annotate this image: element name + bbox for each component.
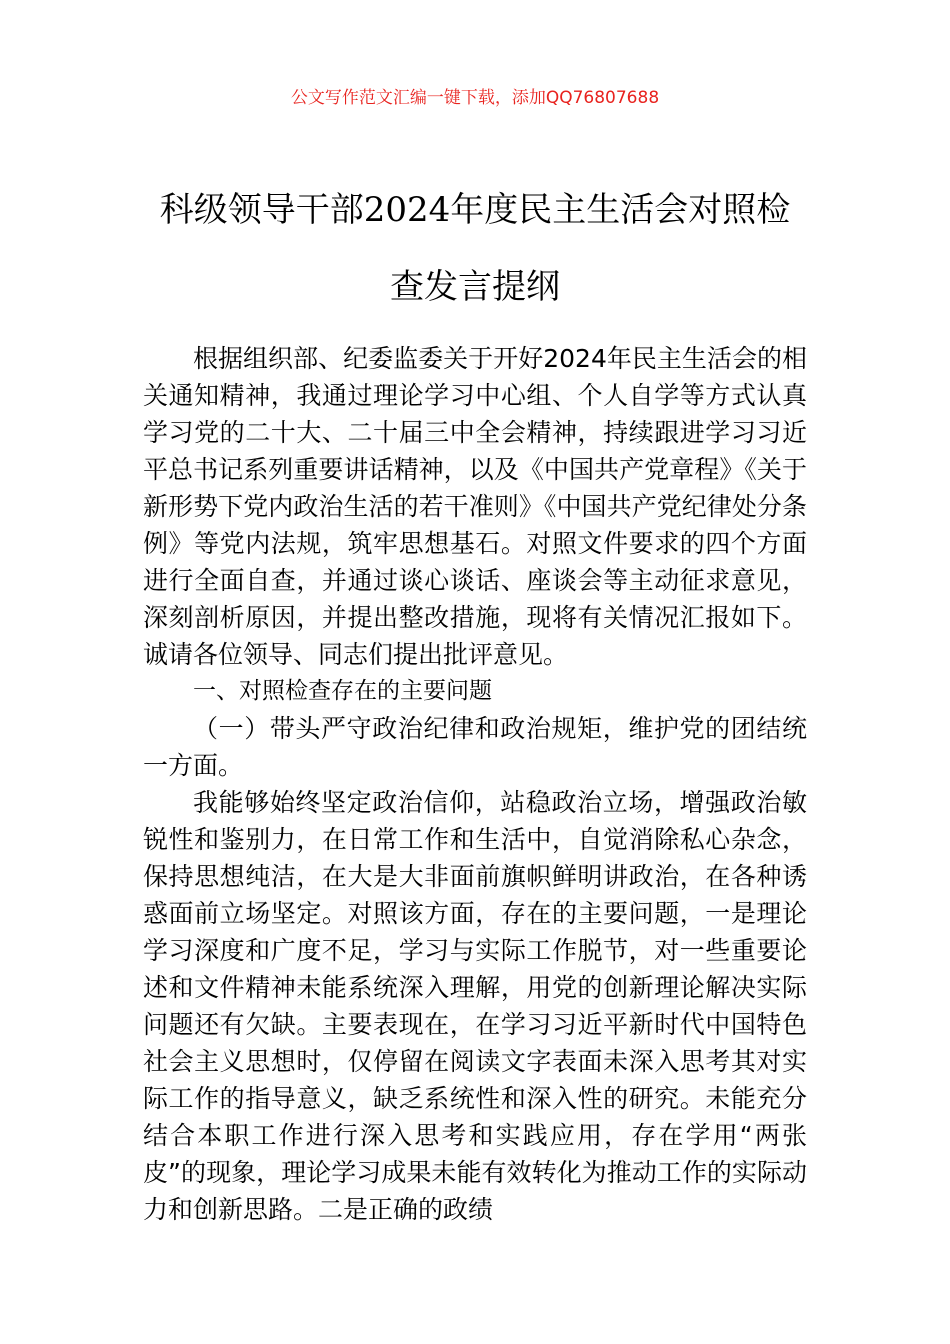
document-body: [143, 340, 807, 1228]
title-line-1: 科级领导干部2024年度民主生活会对照检: [159, 190, 791, 230]
intro-paragraph: 根据组织部、纪委监委关于开好2024年民主生活会的相关通知精神，我通过理论学习中心组、个人自学等方式认真学习党的二十大、二十届三中全会精神，持续跟进学习习近平总书记系列重要讲话精神，以及《中国共产党章程》《关于新形势下党内政治生活的若干准则》《中国共产党纪律处分条例》等党内法规，筑牢思想基石。对照文件要求的四个方面进行全面自查，并通过谈心谈话、座谈会等主动征求意见，深刻剖析原因，并提出整改措施，现将有关情况汇报如下。诚请各位领导、同志们提出批评意见。: [143, 344, 807, 669]
document-title: [130, 172, 820, 326]
body-paragraph: 我能够始终坚定政治信仰，站稳政治立场，增强政治敏锐性和鉴别力，在日常工作和生活中，自觉消除私心杂念，保持思想纯洁，在大是大非面前旗帜鲜明讲政治，在各种诱惑面前立场坚定。对照该方面，存在的主要问题，一是理论学习深度和广度不足，学习与实际工作脱节，对一些重要论述和文件精神未能系统深入理解，用党的创新理论解决实际问题还有欠缺。主要表现在，在学习习近平新时代中国特色社会主义思想时，仅停留在阅读文字表面未深入思考其对实际工作的指导意义，缺乏系统性和深入性的研究。未能充分结合本职工作进行深入思考和实践应用，存在学用“两张皮”的现象，理论学习成果未能有效转化为推动工作的实际动力和创新思路。二是正确的政绩: [143, 788, 807, 1224]
subsection-heading: （一）带头严守政治纪律和政治规矩，维护党的团结统一方面。: [143, 714, 807, 780]
header-ad-text: 公文写作范文汇编一键下载，添加QQ76807688: [290, 88, 660, 108]
section-heading: 一、对照检查存在的主要问题: [193, 678, 492, 704]
title-line-2: 查发言提纲: [390, 267, 560, 307]
